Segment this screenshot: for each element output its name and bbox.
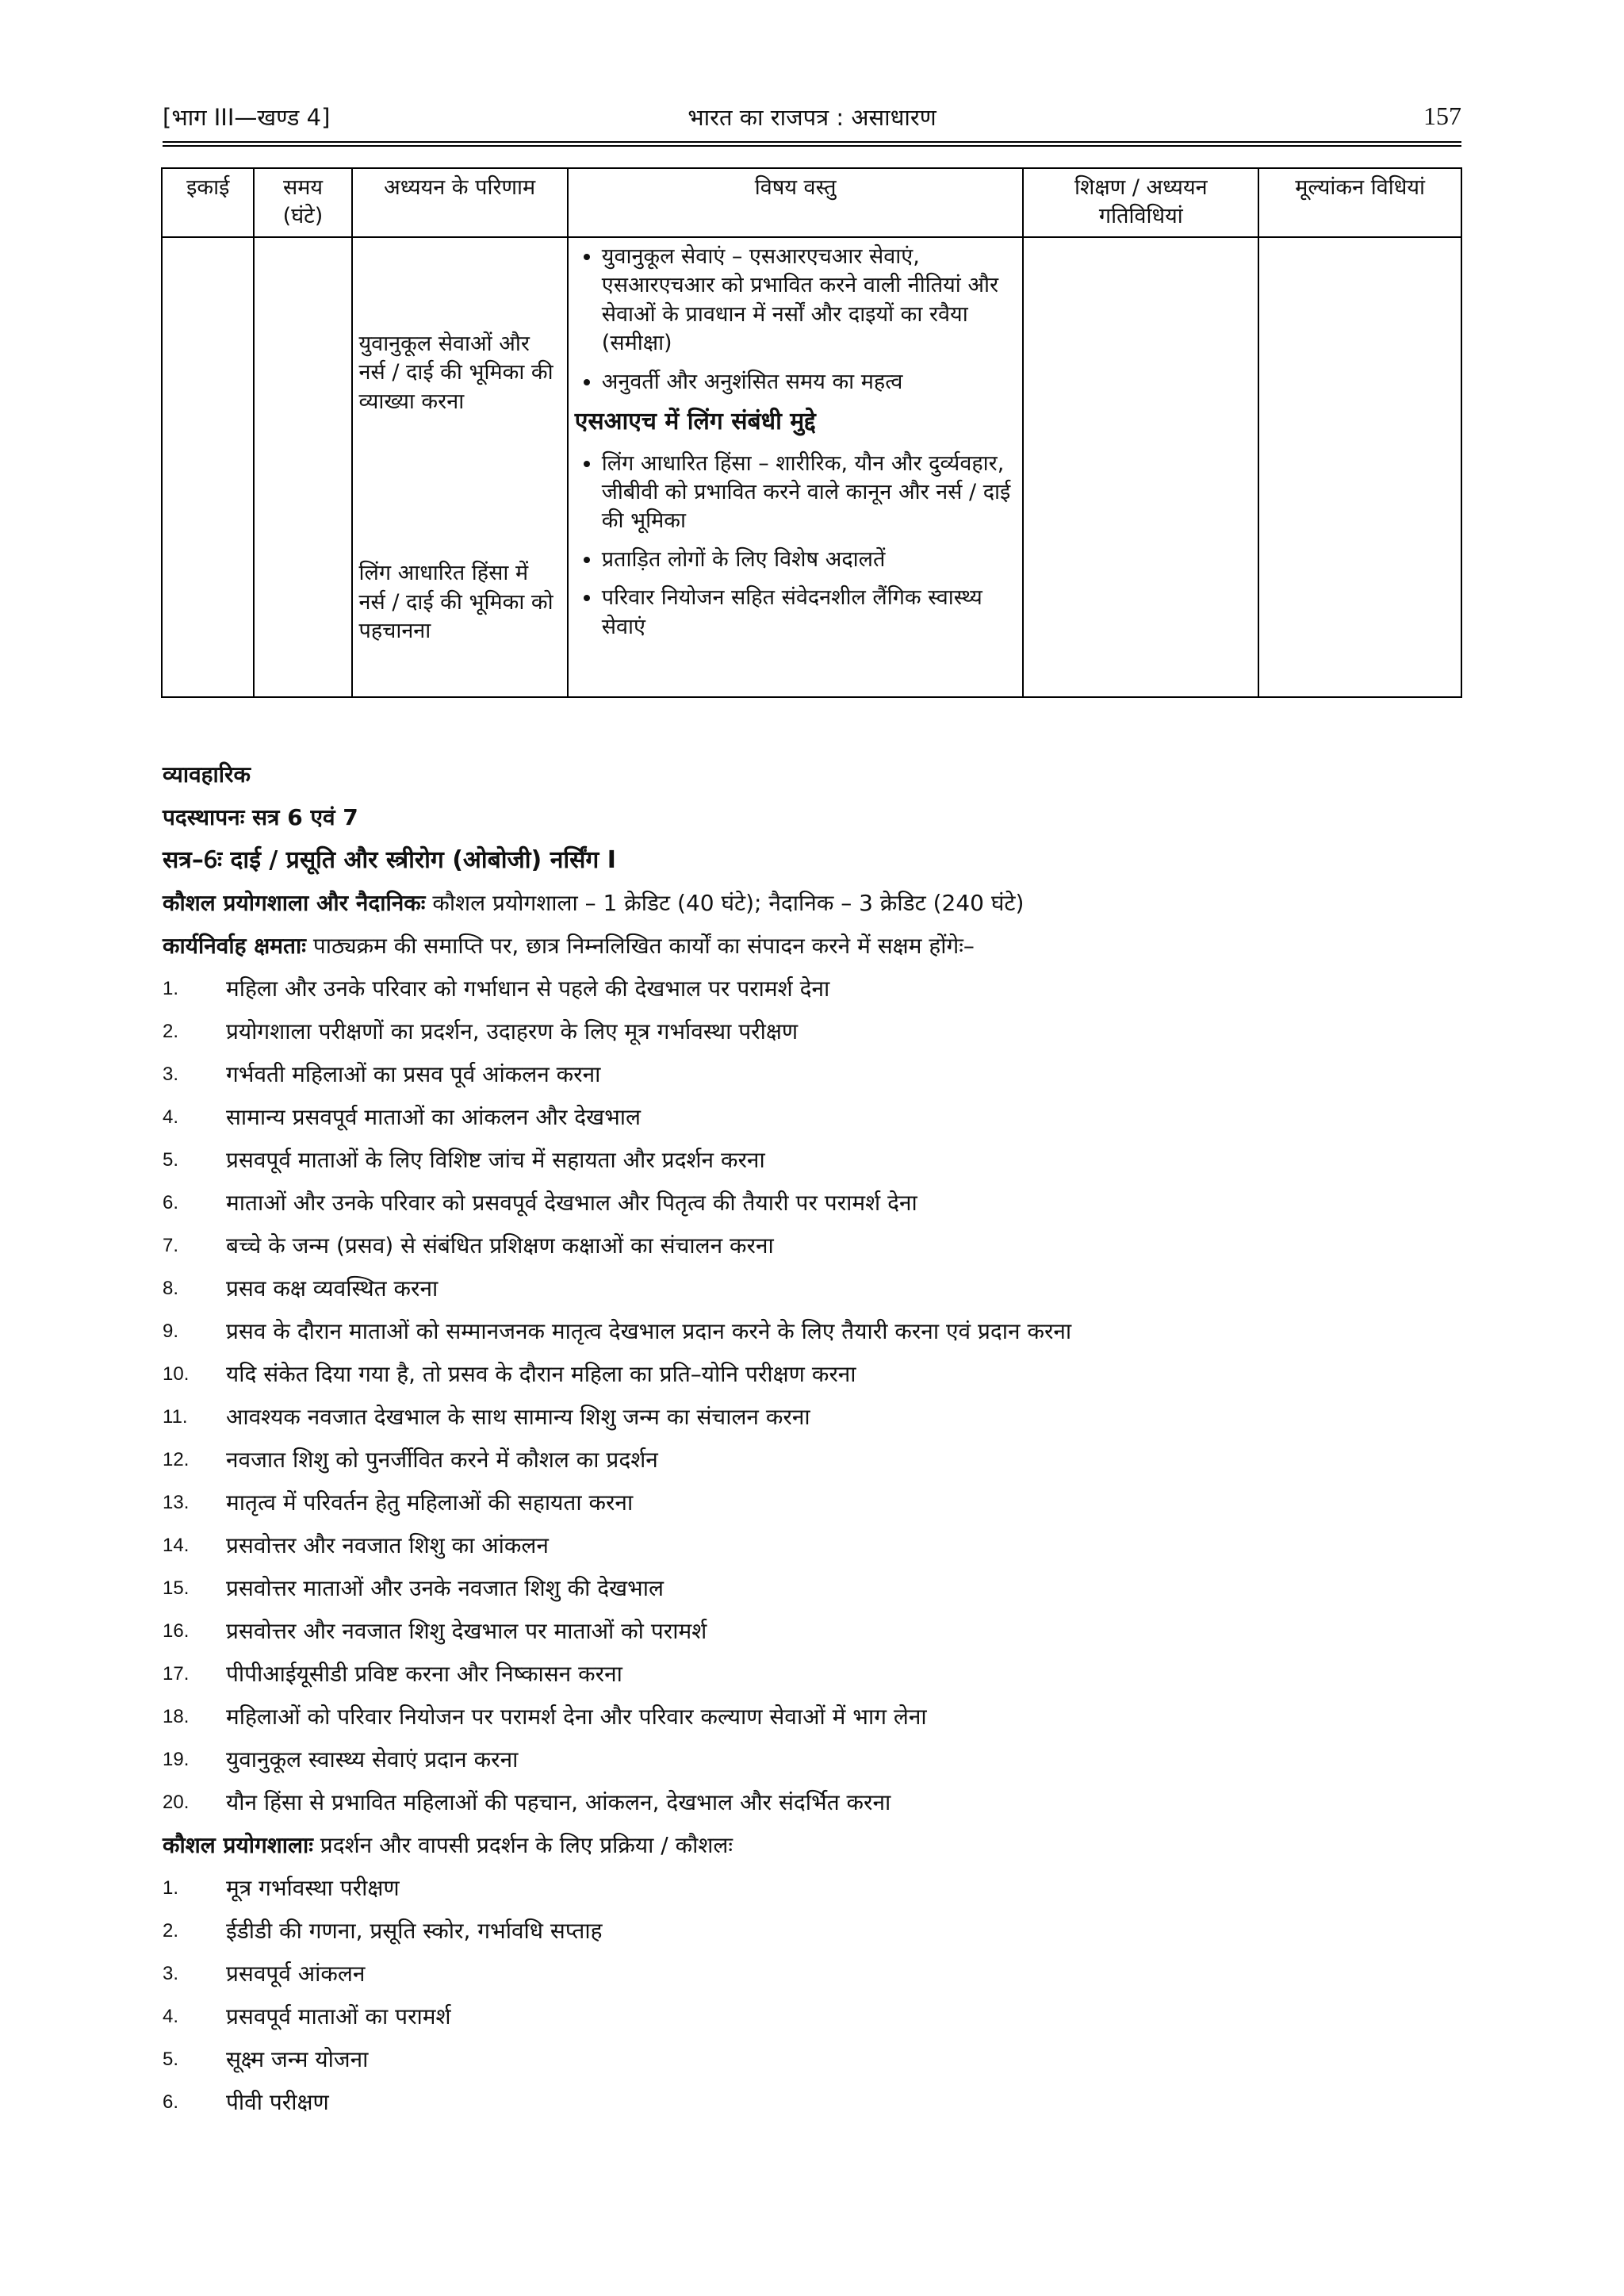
table-header-row [162, 168, 1461, 237]
list-item [163, 1567, 1461, 1610]
header-rule-top [163, 141, 1461, 143]
item-text: माताओं और उनके परिवार को प्रसवपूर्व देखभाल और पितृत्व की तैयारी पर परामर्श देना [226, 1190, 917, 1216]
semester-title: सत्र–6ः दाई / प्रसूति और स्त्रीरोग (ओबोजी) नर्सिंग I [163, 846, 616, 874]
table-row [162, 237, 1461, 697]
competency-label: कार्यनिर्वाह क्षमताः [163, 933, 306, 959]
list-item: • लिंग आधारित हिंसा – शारीरिक, यौन और दुर्व्यवहार, जीबीवी को प्रभावित करने वाले कानून और नर्स / दाई की भूमिका [602, 450, 1017, 536]
item-number: 19. [163, 1749, 190, 1770]
item-number: 7. [163, 1235, 179, 1256]
item-number: 6. [163, 2091, 179, 2113]
item-text: प्रसव के दौरान माताओं को सम्मानजनक मातृत्व देखभाल प्रदान करने के लिए तैयारी करना एवं प्रदान करना [226, 1318, 1072, 1344]
header-page-number: 157 [1423, 102, 1461, 130]
practical-section [163, 753, 1461, 2124]
list-item [163, 1139, 1461, 1182]
item-number: 5. [163, 1149, 179, 1171]
list-item [163, 1653, 1461, 1696]
outcome-youth-services: युवानुकूल सेवाओं और नर्स / दाई की भूमिका की व्याख्या करना [358, 331, 553, 414]
syllabus-table [161, 167, 1462, 698]
list-item [163, 1310, 1461, 1353]
item-text: प्रयोगशाला परीक्षणों का प्रदर्शन, उदाहरण के लिए मूत्र गर्भावस्था परीक्षण [226, 1018, 799, 1045]
list-item [163, 968, 1461, 1010]
item-number: 18. [163, 1706, 190, 1727]
list-item: • प्रताड़ित लोगों के लिए विशेष अदालतें [602, 546, 1017, 574]
item-number: 11. [163, 1406, 188, 1428]
header-section-label: [भाग III—खण्ड 4] [163, 104, 331, 131]
col-header-outcomes: अध्ययन के परिणाम [352, 168, 568, 237]
item-number: 4. [163, 2006, 179, 2027]
item-number: 1. [163, 1877, 179, 1899]
list-item [163, 1481, 1461, 1524]
list-item [163, 1096, 1461, 1139]
item-text: नवजात शिशु को पुनर्जीवित करने में कौशल का प्रदर्शन [226, 1447, 658, 1473]
list-item [163, 1053, 1461, 1096]
item-text: मातृत्व में परिवर्तन हेतु महिलाओं की सहायता करना [226, 1489, 634, 1516]
item-number: 20. [163, 1792, 190, 1813]
skill-procedures-label: कौशल प्रयोगशालाः [163, 1832, 313, 1858]
content-list-bottom [575, 450, 1017, 642]
list-item [163, 1353, 1461, 1396]
placement-line: पदस्थापनः सत्र 6 एवं 7 [163, 804, 358, 830]
item-number: 3. [163, 1064, 179, 1085]
competency-list [163, 968, 1461, 1824]
procedure-list [163, 1867, 1461, 2124]
list-item [163, 1867, 1461, 1910]
item-text: पीपीआईयूसीडी प्रविष्ट करना और निष्कासन करना [226, 1661, 622, 1687]
skill-procedures-line [163, 1824, 1461, 1867]
list-item [163, 1910, 1461, 1953]
item-text: यदि संकेत दिया गया है, तो प्रसव के दौरान महिला का प्रति–योनि परीक्षण करना [226, 1361, 856, 1387]
item-number: 17. [163, 1663, 190, 1685]
list-item [163, 1439, 1461, 1481]
item-text: सूक्ष्म जन्म योजना [226, 2046, 369, 2072]
list-item [163, 1610, 1461, 1653]
item-number: 13. [163, 1492, 190, 1513]
list-item: • अनुवर्ती और अनुशंसित समय का महत्व [602, 368, 1017, 397]
item-text: ईडीडी की गणना, प्रसूति स्कोर, गर्भावधि सप्ताह [226, 1918, 603, 1944]
item-text: प्रसवोत्तर माताओं और उनके नवजात शिशु की देखभाल [226, 1575, 664, 1601]
list-item [163, 1010, 1461, 1053]
item-number: 9. [163, 1320, 179, 1342]
outcome-gender-violence: लिंग आधारित हिंसा में नर्स / दाई की भूमिका को पहचानना [358, 561, 553, 644]
skill-lab-line [163, 882, 1461, 925]
list-item [163, 1182, 1461, 1225]
cell-content [568, 237, 1024, 697]
list-item [163, 1524, 1461, 1567]
item-number: 16. [163, 1620, 190, 1642]
item-text: मूत्र गर्भावस्था परीक्षण [226, 1875, 400, 1901]
list-item [163, 1267, 1461, 1310]
item-number: 2. [163, 1920, 179, 1941]
header-rule-bottom [163, 145, 1461, 147]
list-item [163, 1225, 1461, 1267]
item-text: महिला और उनके परिवार को गर्भाधान से पहले की देखभाल पर परामर्श देना [226, 976, 830, 1002]
item-text: बच्चे के जन्म (प्रसव) से संबंधित प्रशिक्षण कक्षाओं का संचालन करना [226, 1232, 774, 1259]
item-text: महिलाओं को परिवार नियोजन पर परामर्श देना और परिवार कल्याण सेवाओं में भाग लेना [226, 1704, 927, 1730]
item-number: 4. [163, 1106, 179, 1128]
item-text: प्रसवपूर्व माताओं के लिए विशिष्ट जांच में सहायता और प्रदर्शन करना [226, 1147, 765, 1173]
item-number: 1. [163, 978, 179, 999]
item-text: पीवी परीक्षण [226, 2089, 329, 2115]
item-text: प्रसव कक्ष व्यवस्थित करना [226, 1275, 439, 1301]
item-text: गर्भवती महिलाओं का प्रसव पूर्व आंकलन करना [226, 1061, 601, 1087]
list-item [163, 2038, 1461, 2081]
practical-heading: व्यावहारिक [163, 761, 251, 788]
header-gazette-title: भारत का राजपत्र : असाधारण [688, 104, 936, 131]
item-number: 14. [163, 1535, 190, 1556]
skill-procedures-text: प्रदर्शन और वापसी प्रदर्शन के लिए प्रक्रिया / कौशलः [312, 1832, 733, 1858]
item-text: प्रसवोत्तर और नवजात शिशु का आंकलन [226, 1532, 549, 1558]
skill-lab-label: कौशल प्रयोगशाला और नैदानिकः [163, 890, 426, 916]
list-item: • परिवार नियोजन सहित संवेदनशील लैंगिक स्वास्थ्य सेवाएं [602, 584, 1017, 642]
content-list-top [575, 243, 1017, 397]
item-number: 2. [163, 1021, 179, 1042]
item-text: प्रसवोत्तर और नवजात शिशु देखभाल पर माताओं को परामर्श [226, 1618, 707, 1644]
list-item [163, 2081, 1461, 2124]
cell-activities [1023, 237, 1258, 697]
col-header-time: समय (घंटे) [254, 168, 351, 237]
item-text: यौन हिंसा से प्रभावित महिलाओं की पहचान, आंकलन, देखभाल और संदर्भित करना [226, 1789, 891, 1815]
item-number: 12. [163, 1449, 190, 1470]
item-text: युवानुकूल स्वास्थ्य सेवाएं प्रदान करना [226, 1746, 519, 1773]
item-text: आवश्यक नवजात देखभाल के साथ सामान्य शिशु जन्म का संचालन करना [226, 1404, 810, 1430]
list-item [163, 1696, 1461, 1738]
list-item [163, 1995, 1461, 2038]
list-item [163, 1738, 1461, 1781]
item-text: सामान्य प्रसवपूर्व माताओं का आंकलन और देखभाल [226, 1104, 641, 1130]
item-number: 15. [163, 1577, 190, 1599]
page-header [163, 102, 1461, 140]
item-number: 3. [163, 1963, 179, 1984]
item-number: 8. [163, 1278, 179, 1299]
item-number: 5. [163, 2049, 179, 2070]
col-header-evaluation: मूल्यांकन विधियां [1258, 168, 1461, 237]
list-item [163, 1781, 1461, 1824]
cell-unit [162, 237, 254, 697]
list-item [163, 1953, 1461, 1995]
col-header-unit: इकाई [162, 168, 254, 237]
col-header-content: विषय वस्तु [568, 168, 1024, 237]
list-item [163, 1396, 1461, 1439]
cell-outcomes [352, 237, 568, 697]
item-number: 10. [163, 1363, 190, 1385]
content-subheading: एसआएच में लिंग संबंधी मुद्दे [574, 408, 816, 436]
competency-text: पाठ्यक्रम की समाप्ति पर, छात्र निम्नलिखित कार्यों का संपादन करने में सक्षम होंगेः– [305, 933, 975, 959]
cell-time [254, 237, 351, 697]
col-header-activities: शिक्षण / अध्ययन गतिविधियां [1023, 168, 1258, 237]
list-item: • युवानुकूल सेवाएं – एसआरएचआर सेवाएं, एसआरएचआर को प्रभावित करने वाली नीतियां और सेवाओं के प्रावधान में नर्सों और दाइयों का रवैया (समीक्षा) [602, 243, 1017, 358]
cell-evaluation [1258, 237, 1461, 697]
item-text: प्रसवपूर्व आंकलन [226, 1961, 366, 1987]
competency-line [163, 925, 1461, 968]
item-number: 6. [163, 1192, 179, 1213]
skill-lab-text: कौशल प्रयोगशाला – 1 क्रेडिट (40 घंटे); नैदानिक – 3 क्रेडिट (240 घंटे) [425, 890, 1025, 916]
item-text: प्रसवपूर्व माताओं का परामर्श [226, 2003, 451, 2030]
